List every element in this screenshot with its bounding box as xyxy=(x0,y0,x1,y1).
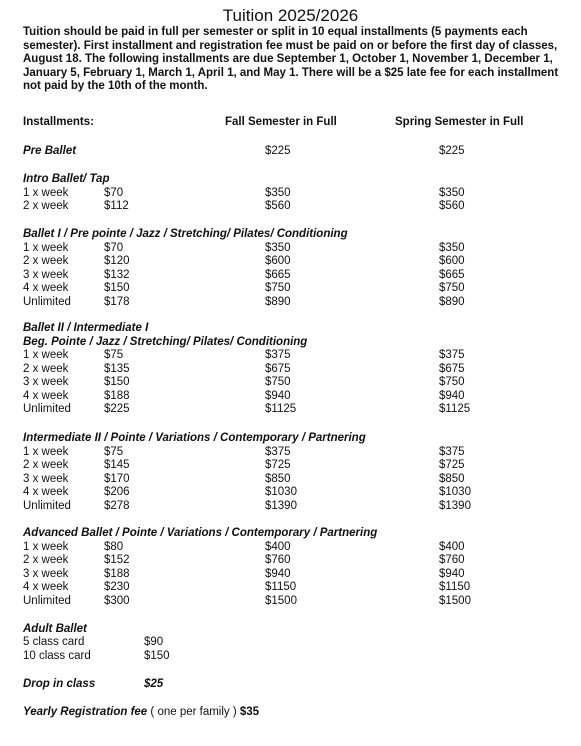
row-fall: $1030 xyxy=(265,486,297,498)
section-title: Advanced Ballet / Pointe / Variations / Contemporary / Partnering xyxy=(23,527,378,539)
row-fall: $560 xyxy=(265,200,291,212)
row-installment: $225 xyxy=(104,403,130,415)
row-spring: $750 xyxy=(439,282,465,294)
row-frequency: 3 x week xyxy=(23,472,69,485)
row-fall: $665 xyxy=(265,268,291,281)
row-frequency: 2 x week xyxy=(23,200,69,212)
row-frequency: 3 x week xyxy=(23,567,69,580)
row-frequency: Unlimited xyxy=(23,295,71,308)
row-fall: $375 xyxy=(265,445,291,458)
row-spring: $1125 xyxy=(439,403,471,415)
section-title: Intro Ballet/ Tap xyxy=(23,173,110,185)
row-frequency: Unlimited xyxy=(23,499,71,512)
row-fall: $760 xyxy=(265,554,291,566)
row-frequency: Unlimited xyxy=(23,403,71,415)
row-frequency: 3 x week xyxy=(23,376,69,388)
row-spring: $375 xyxy=(439,445,465,458)
row-frequency: 4 x week xyxy=(23,581,69,593)
row-fall: $600 xyxy=(265,255,291,267)
registration-label: Yearly Registration fee xyxy=(23,706,148,718)
row-spring: $400 xyxy=(439,540,465,553)
row-frequency: 3 x week xyxy=(23,268,69,281)
row-spring: $940 xyxy=(439,567,465,580)
row-fall: $725 xyxy=(265,459,291,471)
row-fall: $350 xyxy=(265,241,291,254)
row-frequency: 2 x week xyxy=(23,554,69,566)
row-fall: $675 xyxy=(265,362,291,375)
adult-row-price: $90 xyxy=(144,636,164,648)
row-installment: $150 xyxy=(104,376,130,388)
row-spring: $750 xyxy=(439,376,465,388)
row-installment: $152 xyxy=(104,554,130,566)
row-spring: $1030 xyxy=(439,486,471,498)
row-installment: $300 xyxy=(104,594,130,607)
fall-header: Fall Semester in Full xyxy=(225,116,337,128)
row-fall: $890 xyxy=(265,295,291,308)
row-spring: $850 xyxy=(439,472,465,485)
row-installment: $206 xyxy=(104,486,130,498)
row-fall: $1500 xyxy=(265,594,297,607)
row-installment: $188 xyxy=(104,389,130,402)
row-installment: $132 xyxy=(104,268,130,281)
row-frequency: 2 x week xyxy=(23,255,69,267)
row-fall: $940 xyxy=(265,389,291,402)
row-frequency: 1 x week xyxy=(23,540,69,553)
row-installment: $70 xyxy=(104,186,124,199)
row-frequency: 1 x week xyxy=(23,349,69,361)
row-installment: $112 xyxy=(104,200,129,212)
row-frequency: 1 x week xyxy=(23,241,69,254)
section-title: Ballet I / Pre pointe / Jazz / Stretching/ Pilates/ Conditioning xyxy=(23,228,348,240)
row-frequency: Unlimited xyxy=(23,594,71,607)
row-spring: $1150 xyxy=(439,581,471,593)
row-fall: $750 xyxy=(265,376,291,388)
adult-ballet-title: Adult Ballet xyxy=(23,623,87,635)
row-fall: $375 xyxy=(265,349,291,361)
row-installment: $178 xyxy=(104,295,130,308)
row-frequency: 1 x week xyxy=(23,186,69,199)
row-spring: $890 xyxy=(439,295,465,308)
page-title: Tuition 2025/2026 xyxy=(222,6,359,25)
row-installment: $120 xyxy=(104,255,130,267)
spring-header: Spring Semester in Full xyxy=(395,116,524,128)
row-spring: $760 xyxy=(439,554,465,566)
row-installment: $230 xyxy=(104,581,130,593)
row-fall: $850 xyxy=(265,472,291,485)
drop-in-price: $25 xyxy=(144,678,164,690)
row-fall: $1125 xyxy=(265,403,297,415)
row-fall: $350 xyxy=(265,186,291,199)
row-spring: $375 xyxy=(439,349,465,361)
row-spring: $1390 xyxy=(439,499,471,512)
row-frequency: 4 x week xyxy=(23,389,69,402)
row-installment: $150 xyxy=(104,282,130,294)
tuition-intro: Tuition should be paid in full per semester or split in 10 equal installments (5 payments each semester). First installment and registration fee must be paid on or before the first day of classes, August 18. The following installments are due September 1, October 1, November 1, December 1, January 5, February 1, March 1, April 1, and May 1. There will be a $25 late fee for each installment not paid by the 10th of the month. xyxy=(23,26,559,93)
row-fall: $400 xyxy=(265,540,291,553)
registration-fee-line xyxy=(23,706,259,720)
row-spring: $675 xyxy=(439,362,465,375)
row-spring: $665 xyxy=(439,268,465,281)
row-fall: $1150 xyxy=(265,581,297,593)
row-installment: $75 xyxy=(104,349,124,361)
row-spring: $725 xyxy=(439,459,465,471)
row-fall: $1390 xyxy=(265,499,297,512)
row-spring: $350 xyxy=(439,241,465,254)
row-spring: $940 xyxy=(439,389,465,402)
registration-price: $35 xyxy=(239,706,260,718)
drop-in-label: Drop in class xyxy=(23,678,96,690)
row-fall: $750 xyxy=(265,282,291,294)
row-installment: $80 xyxy=(104,540,124,553)
row-installment: $75 xyxy=(104,445,124,458)
registration-note: ( one per family ) xyxy=(147,706,240,718)
pre-ballet-fall: $225 xyxy=(265,145,291,157)
row-frequency: 4 x week xyxy=(23,282,69,294)
row-spring: $600 xyxy=(439,255,465,267)
pre-ballet-spring: $225 xyxy=(439,145,465,157)
section-title: Beg. Pointe / Jazz / Stretching/ Pilates/ Conditioning xyxy=(23,335,308,348)
row-installment: $170 xyxy=(104,472,130,485)
row-spring: $350 xyxy=(439,186,465,199)
row-installment: $135 xyxy=(104,362,130,375)
row-installment: $70 xyxy=(104,241,124,254)
adult-row-label: 5 class card xyxy=(23,636,85,648)
row-fall: $940 xyxy=(265,567,291,580)
row-frequency: 4 x week xyxy=(23,486,69,498)
row-spring: $560 xyxy=(439,200,465,212)
row-installment: $188 xyxy=(104,567,130,580)
section-title: Intermediate II / Pointe / Variations / Contemporary / Partnering xyxy=(23,432,366,444)
section-title: Ballet II / Intermediate I xyxy=(23,322,149,334)
adult-row-label: 10 class card xyxy=(23,650,91,662)
row-spring: $1500 xyxy=(439,594,471,607)
row-installment: $145 xyxy=(104,459,130,471)
adult-row-price: $150 xyxy=(144,650,170,662)
installments-header: Installments: xyxy=(23,116,94,128)
row-installment: $278 xyxy=(104,499,130,512)
pre-ballet-label: Pre Ballet xyxy=(23,145,77,157)
row-frequency: 2 x week xyxy=(23,362,69,375)
row-frequency: 1 x week xyxy=(23,445,69,458)
row-frequency: 2 x week xyxy=(23,459,69,471)
